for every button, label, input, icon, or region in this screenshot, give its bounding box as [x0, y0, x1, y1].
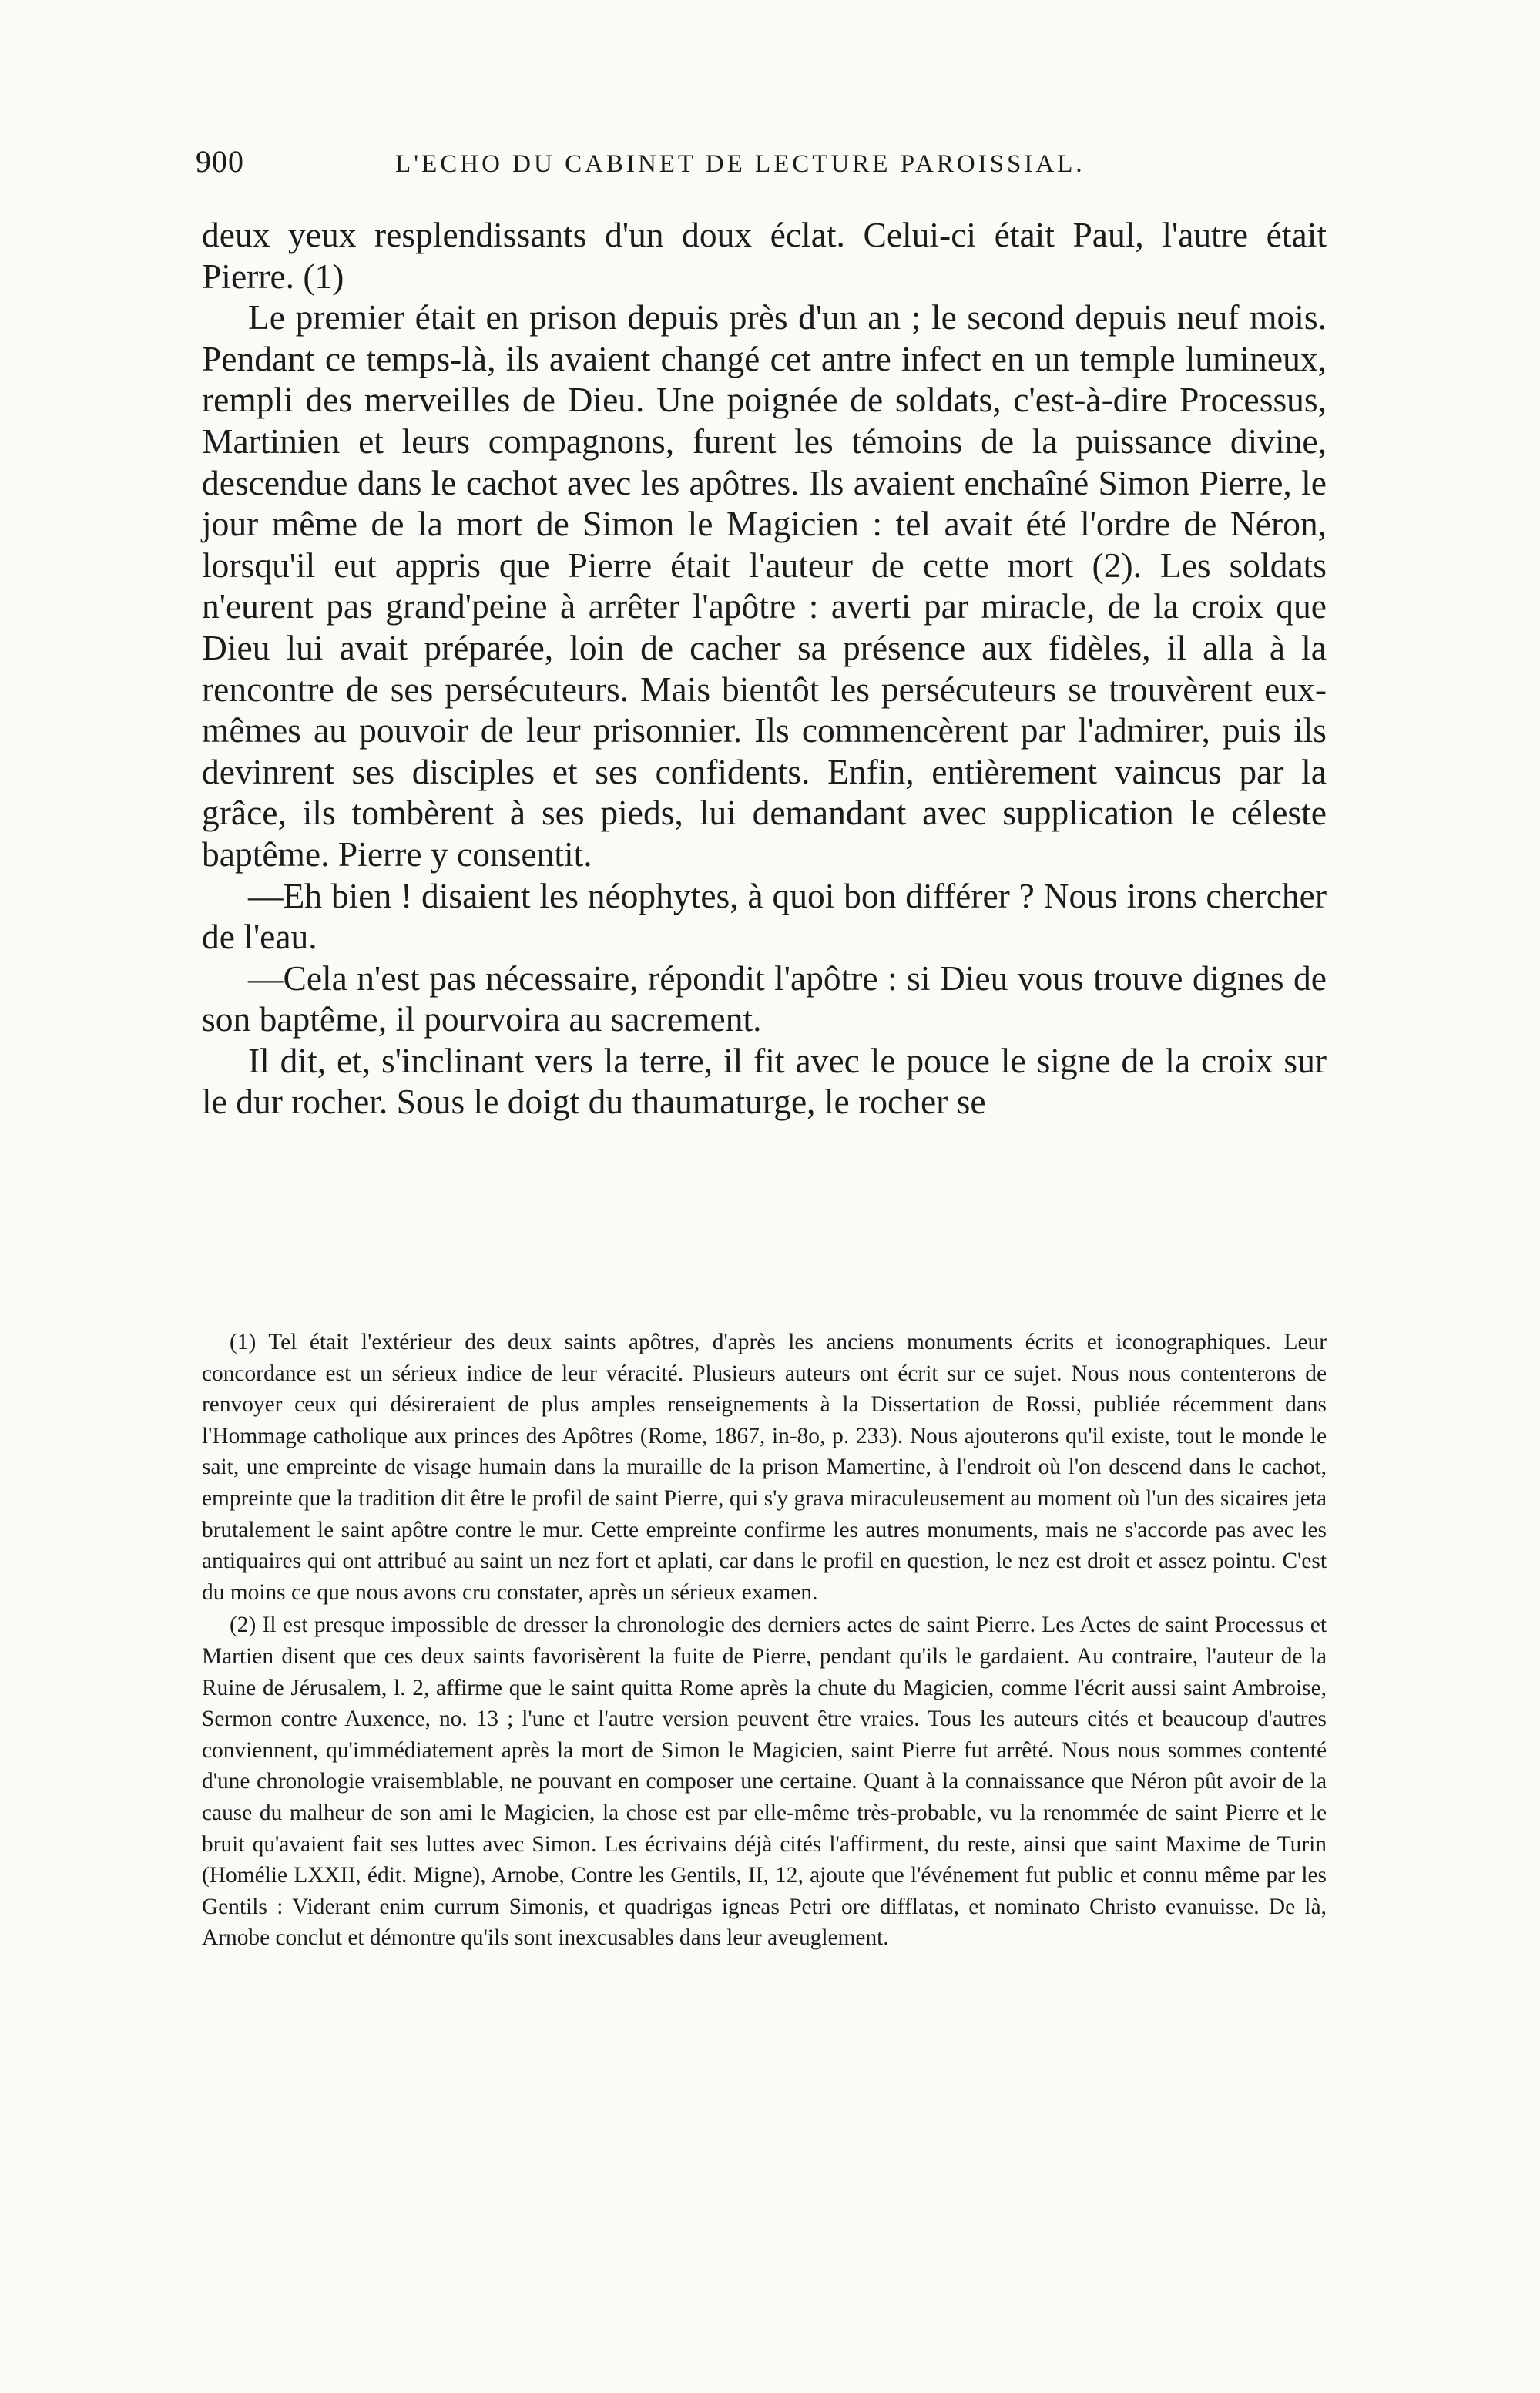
- footnote-2: (2) Il est presque impossible de dresser la chronologie des derniers actes de saint Pierre. Les Actes de saint Processus et Martien disent que ces deux saints favorisèrent la fuite de Pierre, pendant qu'ils le gardaient. Au contraire, l'auteur de la Ruine de Jérusalem, l. 2, affirme que le saint quitta Rome après la chute du Magicien, comme l'écrit aussi saint Ambroise, Sermon contre Auxence, no. 13 ; l'une et l'autre version peuvent être vraies. Tous les auteurs cités et beaucoup d'autres conviennent, qu'immédiatement après la mort de Simon le Magicien, saint Pierre fut arrêté. Nous nous sommes contenté d'une chronologie vraisemblable, ne pouvant en composer une certaine. Quant à la connaissance que Néron pût avoir de la cause du malheur de son ami le Magicien, la chose est par elle-même très-probable, vu la renommée de saint Pierre et le bruit qu'avaient fait ses luttes avec Simon. Les écrivains déjà cités l'affirment, du reste, ainsi que saint Maxime de Turin (Homélie LXXII, édit. Migne), Arnobe, Contre les Gentils, II, 12, ajoute que l'événement fut public et connu même par les Gentils : Viderant enim currum Simonis, et quadrigas igneas Petri ore difflatas, et nominato Christo evanuisse. De là, Arnobe conclut et démontre qu'ils sont inexcusables dans leur aveuglement.: [202, 1613, 1327, 1951]
- body-paragraph: Il dit, et, s'inclinant vers la terre, il fit avec le pouce le signe de la croix sur le dur rocher. Sous le doigt du thaumaturge, le rocher se: [202, 1040, 1327, 1122]
- body-paragraph: —Eh bien ! disaient les néophytes, à quoi bon différer ? Nous irons chercher de l'eau.: [202, 875, 1327, 957]
- page-header: [196, 143, 1328, 180]
- main-text: [202, 214, 1327, 1123]
- running-title: L'ECHO DU CABINET DE LECTURE PAROISSIAL.: [395, 150, 1085, 178]
- body-paragraph: deux yeux resplendissants d'un doux éclat. Celui-ci était Paul, l'autre était Pierre. (1): [202, 215, 1327, 296]
- footnote-1: (1) Tel était l'extérieur des deux saints apôtres, d'après les anciens monuments écrits et iconographiques. Leur concordance est un sérieux indice de leur véracité. Plusieurs auteurs ont écrit sur ce sujet. Nous nous contenterons de renvoyer ceux qui désireraient de plus amples renseignements à la Dissertation de Rossi, publiée récemment dans l'Hommage catholique aux princes des Apôtres (Rome, 1867, in-8o, p. 233). Nous ajouterons qu'il existe, tout le monde le sait, une empreinte de visage humain dans la muraille de la prison Mamertine, à l'endroit où l'on descend dans le cachot, empreinte que la tradition dit être le profil de saint Pierre, qui s'y grava miraculeusement au moment où l'un des sicaires jeta brutalement le saint apôtre contre le mur. Cette empreinte confirme les autres monuments, mais ne s'accorde pas avec les antiquaires qui ont attribué au saint un nez fort et aplati, car dans le profil en question, le nez est droit et assez pointu. C'est du moins ce que nous avons cru constater, après un sérieux examen.: [202, 1330, 1327, 1605]
- body-paragraph: —Cela n'est pas nécessaire, répondit l'apôtre : si Dieu vous trouve dignes de son baptême, il pourvoira au sacrement.: [202, 958, 1327, 1039]
- body-paragraph: Le premier était en prison depuis près d'un an ; le second depuis neuf mois. Pendant ce temps-là, ils avaient changé cet antre infect en un temple lumineux, rempli des merveilles de Dieu. Une poignée de soldats, c'est-à-dire Processus, Martinien et leurs compagnons, furent les témoins de la puissance divine, descendue dans le cachot avec les apôtres. Ils avaient enchaîné Simon Pierre, le jour même de la mort de Simon le Magicien : tel avait été l'ordre de Néron, lorsqu'il eut appris que Pierre était l'auteur de cette mort (2). Les soldats n'eurent pas grand'peine à arrêter l'apôtre : averti par miracle, de la croix que Dieu lui avait préparée, loin de cacher sa présence aux fidèles, il alla à la rencontre de ses persécuteurs. Mais bientôt les persécuteurs se trouvèrent eux-mêmes au pouvoir de leur prisonnier. Ils commencèrent par l'admirer, puis ils devinrent ses disciples et ses confidents. Enfin, entièrement vaincus par la grâce, ils tombèrent à ses pieds, lui demandant avec supplication le céleste baptême. Pierre y consentit.: [202, 297, 1327, 874]
- footnotes: [202, 1327, 1327, 1954]
- page-number: 900: [196, 144, 244, 179]
